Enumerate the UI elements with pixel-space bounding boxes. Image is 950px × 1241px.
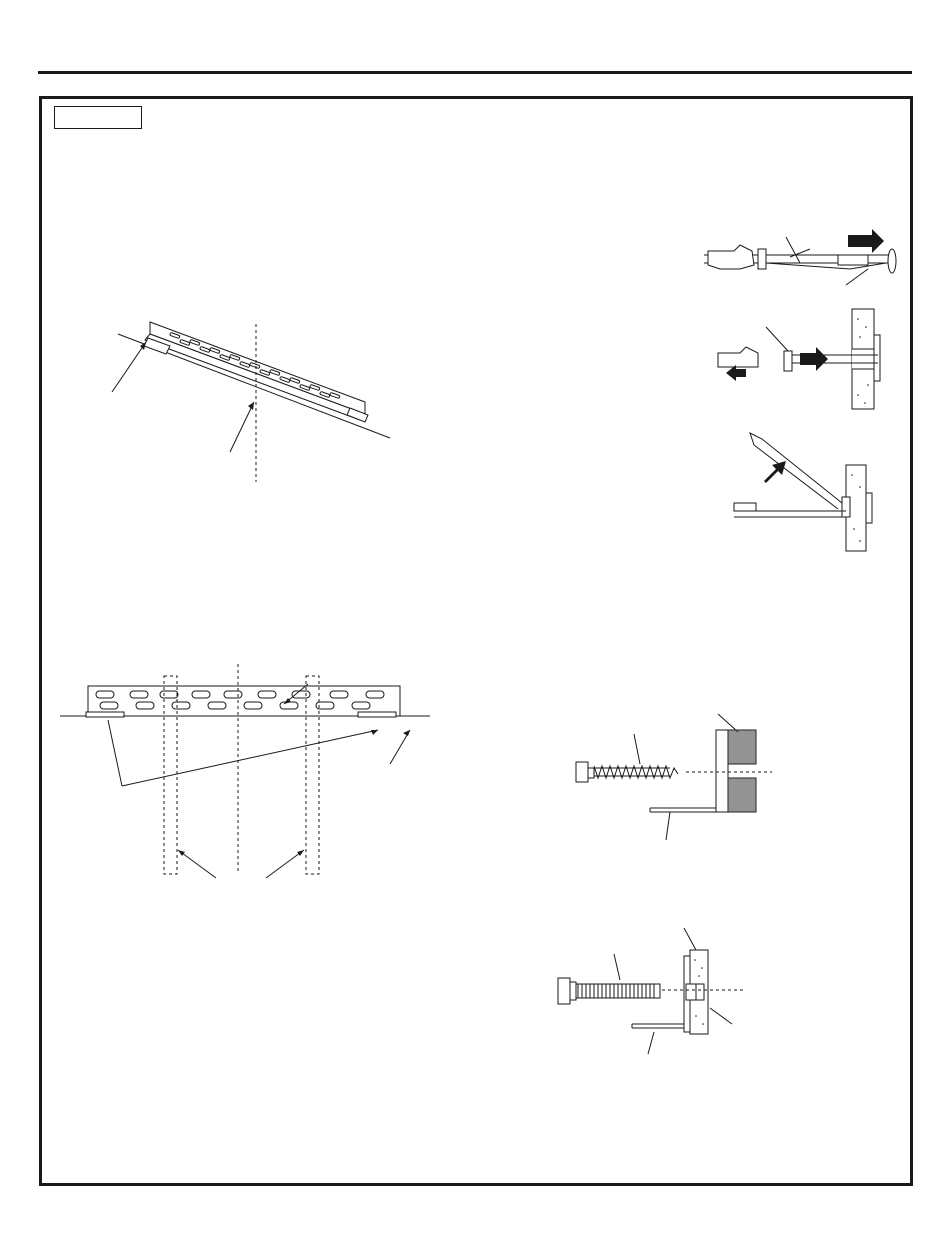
bracket-angled-illustration — [100, 310, 400, 490]
bracket-front-illustration — [60, 660, 440, 880]
top-divider — [38, 71, 912, 74]
toggle-bolt-illustration — [700, 225, 910, 565]
masonry-screw-illustration — [570, 712, 790, 844]
drywall-bolt-illustration — [556, 924, 756, 1060]
step-label-box — [54, 106, 142, 129]
